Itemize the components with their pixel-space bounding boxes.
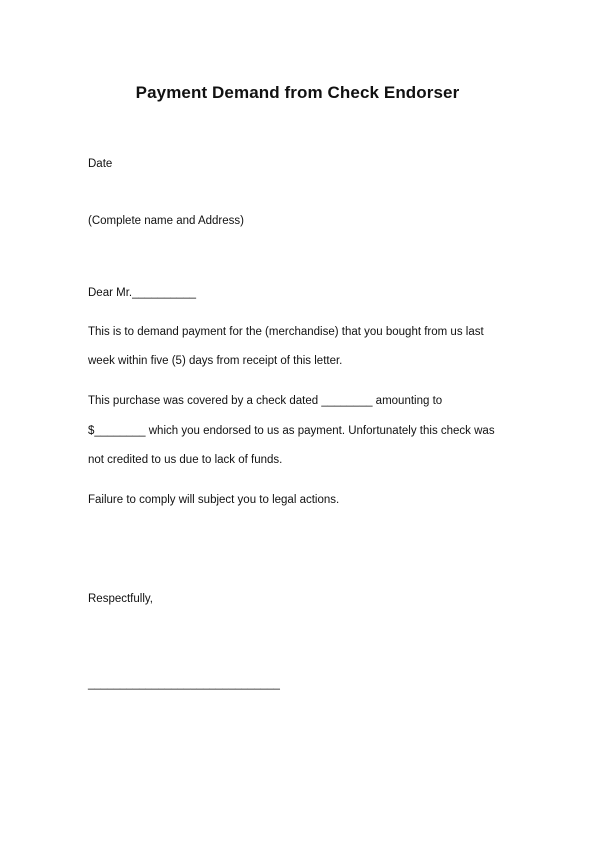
- recipient-name-address: (Complete name and Address): [88, 215, 244, 227]
- paragraph-2-line-3: not credited to us due to lack of funds.: [88, 454, 283, 466]
- closing: Respectfully,: [88, 593, 153, 605]
- paragraph-3: Failure to comply will subject you to legal actions.: [88, 494, 340, 506]
- paragraph-1-line-2: week within five (5) days from receipt of this letter.: [88, 355, 343, 367]
- document-title: Payment Demand from Check Endorser: [135, 83, 460, 102]
- signature-line: ______________________________: [88, 678, 280, 690]
- paragraph-1-line-1: This is to demand payment for the (merchandise) that you bought from us last: [88, 326, 484, 338]
- salutation: Dear Mr.__________: [88, 287, 197, 299]
- paragraph-2-line-1: This purchase was covered by a check dated ________ amounting to: [88, 395, 443, 407]
- date-line: Date: [88, 158, 113, 170]
- paragraph-2-line-2: $________ which you endorsed to us as payment. Unfortunately this check was: [88, 425, 495, 437]
